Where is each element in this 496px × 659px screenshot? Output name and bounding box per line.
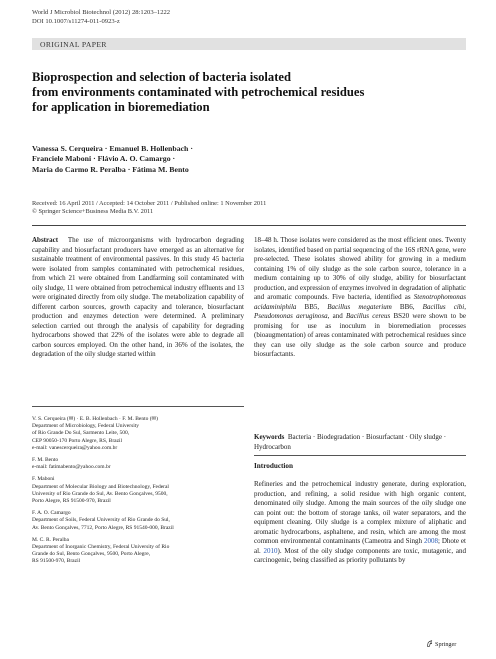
journal-citation: [32, 9, 170, 26]
affiliation-line: F. Maboni: [32, 476, 55, 483]
affiliation-line: Department of Microbiology, Federal University: [32, 423, 140, 430]
doi-line: DOI 10.1007/s11274-011-0923-z: [32, 17, 120, 25]
keywords: [254, 433, 466, 452]
affiliation-line: of Rio Grande Do Sul, Sarmento Leite, 500,: [32, 430, 130, 437]
affiliation-block: [32, 457, 244, 471]
title-line: for application in bioremediation: [32, 100, 210, 115]
publisher-name: Springer: [435, 641, 457, 648]
abstract-label: Abstract: [32, 236, 59, 244]
intro-text: Refineries and the petrochemical industry generate, during exploration, production, and refining, a solid residue with high organic content, denominated oily sludge. Among the main sources of the oily sludge one can point out: the bottom of storage tanks, oil water separators, and the equipment cleaning. Oily sludge is a complex mixture of aliphatic and aromatic hydrocarbons, asphaltene, and resin, which are among the most common environmental contaminants (Cameotra and Singh: [254, 480, 466, 546]
species-name: Bacillus cibi: [422, 302, 465, 311]
intro-text: ; Dhote et al.: [254, 537, 466, 555]
keywords-divider: [254, 455, 466, 456]
affiliation-line: Department of Inorganic Chemistry, Federal University of Rio: [32, 544, 170, 551]
intro-text: ). Most of the oily sludge components are toxic, mutagenic, and carcinogenic, being classified as priority pollutants by: [254, 546, 467, 565]
affiliation-line: University of Rio Grande do Sul, Av. Bento Gonçalves, 9500,: [32, 490, 168, 497]
keywords-text: Bacteria · Biodegradation · Biosurfactant · Oily sludge · Hydrocarbon: [254, 433, 447, 451]
affiliation-block: [32, 510, 244, 532]
title-line: Bioprospection and selection of bacteria isolated: [32, 70, 291, 84]
section-label: ORIGINAL PAPER: [40, 40, 107, 49]
email-link[interactable]: e-mail: fatimabento@yahoo.com.br: [32, 464, 111, 471]
affiliation-line: Av. Bento Gonçalves, 7712, Porto Alegre, RS 91540-000, Brazil: [32, 524, 174, 531]
affiliation-line: Grande do Sul, Bento Gonçalves, 9500, Porto Alegre,: [32, 551, 151, 558]
abstract-text: 18–48 h. Those isolates were considered as the most efficient ones. Twenty isolates, identified based on partial sequencing of the 16S rRNA gene, were pre-selected. These isolates showed ability for growing in a medium containing 1% of oily sludge as the sole carbon source, tolerance in a medium containing up to 30% of oily sludge, ability for biosurfactant production, and expression of enzymes involved in degradation of aliphatic and aromatic compounds. Five bacteria, identified as: [254, 236, 466, 301]
species-name: Stenotrophomonas acidaminiphila: [254, 293, 466, 311]
keywords-label: Keywords: [254, 433, 285, 441]
abstract-left: [32, 236, 244, 360]
affiliation-line: RS 91500-970, Brazil: [32, 558, 81, 565]
species-name: Bacillus cereus: [346, 312, 391, 320]
header-divider: [32, 225, 466, 226]
springer-horse-icon: [426, 640, 433, 647]
affiliation-line: CEP 90050-170 Porto Alegre, RS, Brazil: [32, 437, 123, 444]
paper-title: [32, 70, 472, 116]
publisher-footer: [426, 640, 456, 648]
affiliation-line: Porto Alegre, RS 91500-970, Brazil: [32, 498, 111, 505]
affiliation-line: Department of Soils, Federal University of Rio Grande do Sul,: [32, 517, 170, 524]
abstract-text: BB5,: [296, 302, 328, 311]
author-line: Franciele Maboni · Flávio A. O. Camargo ·: [32, 154, 176, 164]
abstract-text: BS20 were shown to be promising for use as inoculum in bioremediation processes (bioaugmentation) of areas contaminated with petrochemical residues since they can use oily sludge as the sole carbon source and produce biosurfactants.: [254, 312, 467, 358]
abstract-text: BB6,: [391, 302, 423, 311]
author-line: Vanessa S. Cerqueira · Emanuel B. Hollenbach ·: [32, 144, 193, 153]
affiliation-line: Department of Molecular Biology and Biotechnology, Federal: [32, 483, 169, 490]
affiliation-line: V. S. Cerqueira (✉) · E. B. Hollenbach · F. M. Bento (✉): [32, 416, 158, 422]
abstract-right: [254, 236, 466, 360]
copyright-line: © Springer Science+Business Media B.V. 2011: [32, 208, 154, 216]
section-banner: [32, 38, 466, 50]
affiliation-block: [32, 537, 244, 566]
title-line: from environments contaminated with petrochemical residues: [32, 85, 365, 100]
species-name: Bacillus megaterium: [327, 302, 392, 311]
email-link[interactable]: e-mail: vanescerqueira@yahoo.com.br: [32, 444, 118, 451]
abstract-text: , and: [327, 312, 347, 320]
affiliation-block: [32, 476, 244, 505]
dates-line: Received: 16 April 2011 / Accepted: 14 October 2011 / Published online: 1 November 2011: [32, 200, 267, 207]
introduction-body: [254, 480, 466, 566]
abstract-text: ,: [464, 302, 466, 311]
affiliation-block: [32, 416, 244, 452]
journal-line: World J Microbiol Biotechnol (2012) 28:1203–1222: [32, 9, 171, 16]
citation-link[interactable]: 2010: [263, 546, 278, 555]
author-list: [32, 144, 472, 175]
affiliation-line: M. C. R. Peralba: [32, 536, 69, 543]
author-line: Maria do Carmo R. Peralba · Fátima M. Bento: [32, 164, 189, 174]
publication-dates: [32, 200, 472, 217]
affiliation-divider: [32, 406, 244, 407]
affiliation-line: F. M. Bento: [32, 457, 59, 464]
abstract-text: The use of microorganisms with hydrocarbon degrading capability and biosurfactant producers have emerged as an alternative for sustainable treatment of environmental passives. In this study 45 bacteria were isolated from samples contaminated with petrochemical residues, from which 21 were obtained from Landfarming soil contaminated with oily sludge, 11 were obtained from petrochemical industry effluents and 13 were originated directly from oily sludge. The metabolization capability of different carbon sources, growth capacity and tolerance, biosurfactant production and enzymes detection were determined. A preliminary selection carried out through the analysis of capability for degrading hydrocarbons showed that 22% of the isolates were able to degrade all carbon sources employed. On the other hand, in 36% of the isolates, the degradation of the oily sludge started within: [32, 236, 244, 358]
affiliation-line: F. A. O. Camargo: [32, 510, 71, 517]
citation-link[interactable]: 2008: [423, 537, 438, 546]
introduction-heading: Introduction: [254, 462, 294, 470]
species-name: Pseudomonas aeruginosa: [254, 312, 328, 320]
affiliations: [32, 416, 244, 571]
